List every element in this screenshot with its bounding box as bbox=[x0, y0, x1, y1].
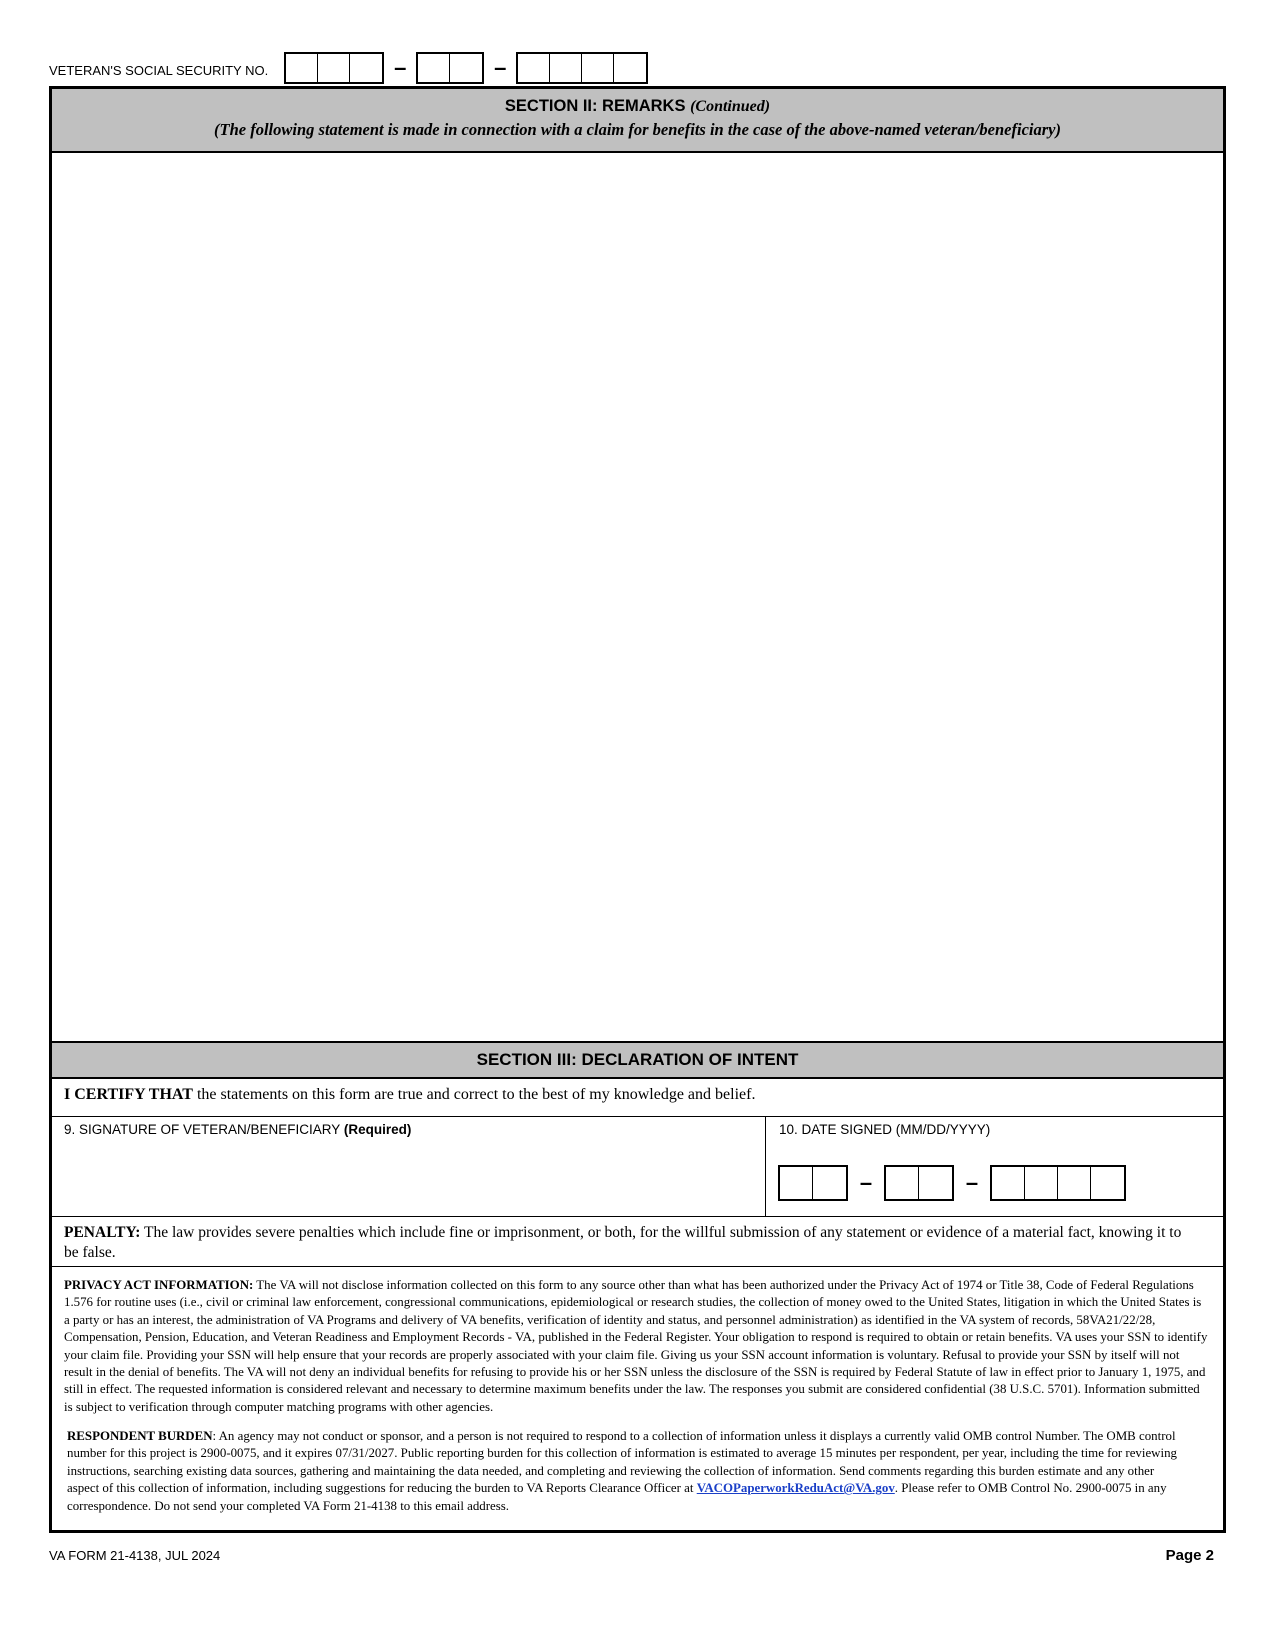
date-digit-box[interactable] bbox=[813, 1167, 846, 1199]
ssn-row bbox=[49, 52, 648, 84]
signature-required: (Required) bbox=[343, 1122, 412, 1137]
signature-label: 9. SIGNATURE OF VETERAN/BENEFICIARY bbox=[64, 1122, 341, 1137]
date-digit-box[interactable] bbox=[780, 1167, 813, 1199]
section-2-continued: (Continued) bbox=[690, 98, 771, 115]
ssn-digit-box[interactable] bbox=[318, 54, 350, 82]
ssn-dash: – bbox=[494, 55, 507, 80]
ssn-digit-box[interactable] bbox=[286, 54, 318, 82]
burden-email-link[interactable]: VACOPaperworkReduAct@VA.gov bbox=[696, 1481, 895, 1496]
certify-statement bbox=[52, 1079, 1223, 1117]
ssn-digit-box[interactable] bbox=[614, 54, 646, 82]
ssn-digit-box[interactable] bbox=[550, 54, 582, 82]
ssn-digit-box[interactable] bbox=[450, 54, 482, 82]
certify-text: the statements on this form are true and correct to the best of my knowledge and belief. bbox=[192, 1086, 756, 1103]
date-boxes bbox=[778, 1165, 1126, 1201]
page-number: Page 2 bbox=[1165, 1547, 1214, 1564]
remarks-field[interactable] bbox=[52, 153, 1223, 1041]
ssn-group-1[interactable] bbox=[284, 52, 384, 84]
form-frame bbox=[49, 86, 1226, 1533]
ssn-digit-box[interactable] bbox=[350, 54, 382, 82]
privacy-text: The VA will not disclose information collected on this form to any source other than what has been authorized under the Privacy Act of 1974 or Title 38, Code of Federal Regulations 1.576 for routine uses (i.e., civil or criminal law enforcement, congressional communications, epidemiological or research studies, the collection of money owed to the United States, litigation in which the United States is a party or has an interest, the administration of VA Programs and delivery of VA benefits, verification of identity and status, and personnel administration) as identified in the VA system of records, 58VA21/22/28, Compensation, Pension, Education, and Veteran Readiness and Employment Records - VA, published in the Federal Register. Your obligation to respond is required to obtain or retain benefits. VA uses your SSN to identify your claim file. Providing your SSN will help ensure that your records are properly associated with your claim file. Giving us your SSN account information is voluntary. Refusal to provide your SSN by itself will not result in the denial of benefits. The VA will not deny an individual benefits for refusing to provide his or her SSN unless the disclosure of the SSN is required by Federal Statute of law in effect prior to January 1, 1975, and still in effect. The requested information is considered relevant and necessary to determine maximum benefits under the law. The responses you submit are considered confidential (38 U.S.C. 5701). Information submitted is subject to verification through computer matching programs with other agencies. bbox=[64, 1278, 1208, 1414]
signature-row bbox=[52, 1117, 1223, 1217]
ssn-group-2[interactable] bbox=[416, 52, 484, 84]
date-digit-box[interactable] bbox=[1025, 1167, 1058, 1199]
privacy-act-info bbox=[52, 1269, 1223, 1416]
date-digit-box[interactable] bbox=[1091, 1167, 1124, 1199]
date-digit-box[interactable] bbox=[992, 1167, 1025, 1199]
date-digit-box[interactable] bbox=[919, 1167, 952, 1199]
ssn-digit-box[interactable] bbox=[582, 54, 614, 82]
section-2-subtitle: (The following statement is made in connection with a claim for benefits in the case of the above-named veteran/beneficiary) bbox=[214, 120, 1061, 139]
signature-field[interactable] bbox=[52, 1117, 766, 1216]
burden-text-after: . Please refer to OMB Control No. 2900-0075 in any correspondence. Do not send your completed VA Form 21-4138 to this email address. bbox=[67, 1481, 1167, 1513]
privacy-lead: PRIVACY ACT INFORMATION: bbox=[64, 1278, 254, 1292]
burden-text: : An agency may not conduct or sponsor, and a person is not required to respond to a collection of information unless it displays a currently valid OMB control Number. The OMB control number for this project is 2900-0075, and it expires 07/31/2027. Public reporting burden for this collection of information is estimated to average 15 minutes per respondent, per year, including the time for reviewing instructions, searching existing data sources, gathering and maintaining the data needed, and completing and reviewing the collection of information. Send comments regarding this burden estimate and any other aspect of this collection of information, including suggestions for reducing the burden to VA Reports Clearance Officer at bbox=[67, 1429, 1177, 1496]
date-dash: – bbox=[965, 1170, 979, 1195]
section-2-header bbox=[52, 89, 1223, 153]
date-dash: – bbox=[859, 1170, 873, 1195]
penalty-lead: PENALTY: bbox=[64, 1224, 141, 1241]
date-digit-box[interactable] bbox=[886, 1167, 919, 1199]
date-signed-label: 10. DATE SIGNED (MM/DD/YYYY) bbox=[779, 1122, 991, 1137]
burden-lead: RESPONDENT BURDEN bbox=[67, 1429, 213, 1443]
certify-lead: I CERTIFY THAT bbox=[64, 1086, 193, 1103]
section-2-title: SECTION II: REMARKS (Continued) bbox=[504, 97, 771, 115]
date-signed-field bbox=[766, 1117, 1223, 1221]
ssn-dash: – bbox=[394, 55, 407, 80]
ssn-group-3[interactable] bbox=[516, 52, 648, 84]
respondent-burden bbox=[52, 1428, 1223, 1515]
penalty-text: The law provides severe penalties which include fine or imprisonment, or both, for the willful submission of any statement or evidence of a material fact, knowing it to be false. bbox=[64, 1224, 1182, 1261]
section-3-header: SECTION III: DECLARATION OF INTENT bbox=[52, 1041, 1223, 1079]
ssn-digit-box[interactable] bbox=[418, 54, 450, 82]
penalty-notice bbox=[52, 1217, 1223, 1267]
date-year-group[interactable] bbox=[990, 1165, 1126, 1201]
date-digit-box[interactable] bbox=[1058, 1167, 1091, 1199]
form-id: VA FORM 21-4138, JUL 2024 bbox=[49, 1548, 221, 1563]
ssn-digit-box[interactable] bbox=[518, 54, 550, 82]
ssn-label: VETERAN'S SOCIAL SECURITY NO. bbox=[49, 62, 269, 78]
date-month-group[interactable] bbox=[778, 1165, 848, 1201]
date-day-group[interactable] bbox=[884, 1165, 954, 1201]
